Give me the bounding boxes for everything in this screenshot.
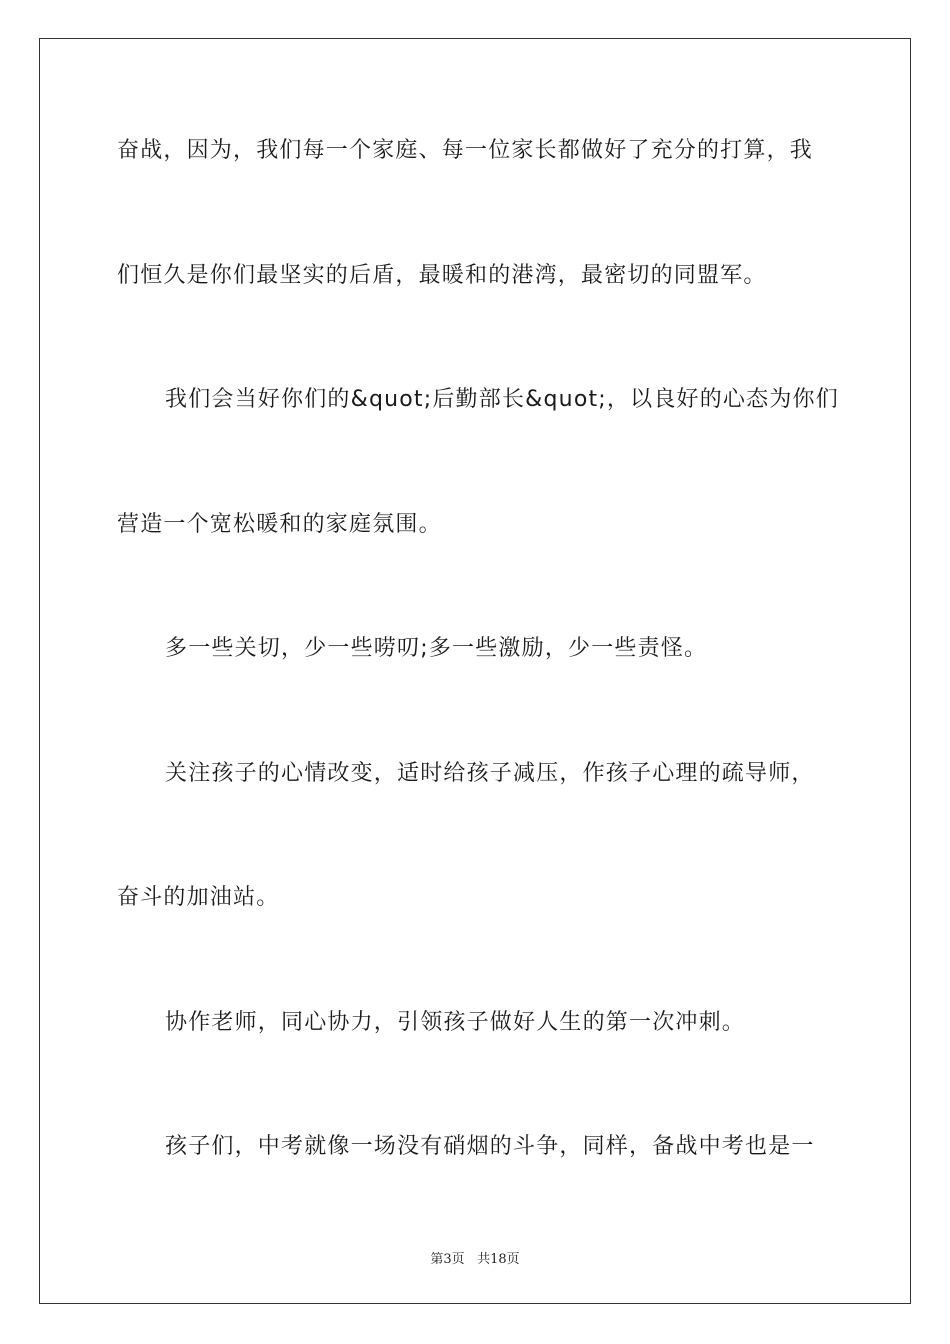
text-line: 协作老师，同心协力，引领孩子做好人生的第一次冲刺。	[165, 1010, 746, 1035]
text-line: 奋斗的加油站。	[117, 885, 280, 910]
page-frame	[39, 38, 911, 1304]
page-footer	[0, 1248, 950, 1267]
text-line: 奋战，因为，我们每一个家庭、每一位家长都做好了充分的打算，我	[117, 138, 814, 163]
text-line: 我们会当好你们的&quot;后勤部长&quot;，以良好的心态为你们	[165, 387, 839, 412]
text-line: 关注孩子的心情改变，适时给孩子减压，作孩子心理的疏导师，	[165, 761, 815, 786]
text-line: 多一些关切，少一些唠叨;多一些激励，少一些责怪。	[165, 636, 708, 661]
page-total: 共18页	[477, 1252, 520, 1267]
page-number: 第3页	[430, 1252, 465, 1267]
text-line: 们恒久是你们最坚实的后盾，最暖和的港湾，最密切的同盟军。	[117, 263, 767, 288]
text-line: 营造一个宽松暖和的家庭氛围。	[117, 512, 442, 537]
text-line: 孩子们，中考就像一场没有硝烟的斗争，同样，备战中考也是一	[165, 1134, 815, 1159]
